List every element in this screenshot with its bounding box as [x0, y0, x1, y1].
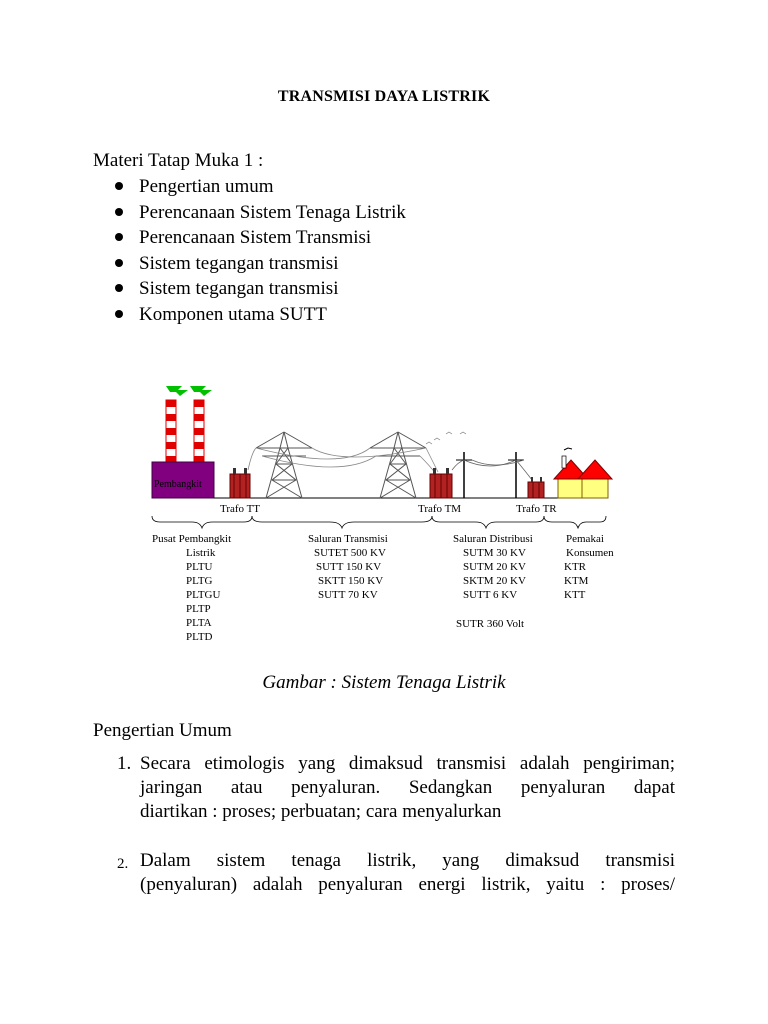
transformer-icon: [230, 468, 250, 498]
column-distribution-item: SUTM 30 KV: [463, 547, 526, 559]
column-plant-item: PLTG: [186, 575, 213, 587]
column-distribution-item: SUTT 6 KV: [463, 589, 518, 601]
paragraph-number: 2.: [117, 856, 129, 872]
smoke-icon: [166, 386, 212, 396]
house-icon: [554, 448, 612, 498]
trafo-tr-label: Trafo TR: [516, 503, 557, 515]
paragraph-line: jaringan atau penyaluran. Sedangkan penyaluran dapat: [140, 777, 675, 798]
document-title: TRANSMISI DAYA LISTRIK: [277, 88, 491, 105]
transformer-icon: [430, 468, 452, 498]
numbered-paragraph: [117, 752, 675, 824]
trafo-tm-label: Trafo TM: [418, 503, 462, 515]
list-item: Sistem tegangan transmisi: [115, 276, 406, 302]
bullet-icon: [115, 233, 123, 241]
column-consumer-item: KTT: [564, 589, 586, 601]
list-item: Komponen utama SUTT: [115, 302, 406, 328]
paragraph-number: 1.: [117, 753, 132, 774]
power-system-diagram: [130, 348, 650, 648]
column-distribution-title: Saluran Distribusi: [453, 533, 533, 545]
transformer-icon: [528, 477, 544, 498]
topic-list: [115, 174, 406, 328]
figure-caption: Gambar : Sistem Tenaga Listrik: [262, 672, 506, 693]
column-distribution-item: SUTR 360 Volt: [456, 618, 525, 630]
column-plant-item: PLTGU: [186, 589, 221, 601]
list-item: Sistem tegangan transmisi: [115, 251, 406, 277]
column-distribution-item: SKTM 20 KV: [463, 575, 526, 587]
column-plant-item: Listrik: [186, 547, 216, 559]
column-transmission-item: SUTT 70 KV: [318, 589, 378, 601]
bullet-icon: [115, 284, 123, 292]
paragraph-line: Secara etimologis yang dimaksud transmisi adalah pengiriman;: [140, 753, 675, 774]
column-transmission-item: SKTT 150 KV: [318, 575, 384, 587]
column-plant-item: PLTP: [186, 603, 211, 615]
column-consumer-item: KTR: [564, 561, 586, 573]
intro-heading: Materi Tatap Muka 1 :: [93, 150, 264, 171]
bullet-icon: [115, 259, 123, 267]
distribution-pole-icon: [456, 452, 524, 498]
column-transmission-item: SUTT 150 KV: [316, 561, 382, 573]
transmission-tower-icon: [370, 432, 426, 498]
column-plant-item: PLTD: [186, 631, 213, 643]
trafo-tt-label: Trafo TT: [220, 503, 261, 515]
list-item: Pengertian umum: [115, 174, 406, 200]
column-plant-title: Pusat Pembangkit: [152, 533, 232, 545]
section-heading: Pengertian Umum: [93, 720, 232, 741]
column-transmission-item: SUTET 500 KV: [314, 547, 386, 559]
paragraph-line: (penyaluran) adalah penyaluran energi listrik, yaitu : proses/: [140, 874, 675, 895]
column-plant-item: PLTA: [186, 617, 212, 629]
numbered-paragraph: [117, 849, 675, 897]
list-item: Perencanaan Sistem Tenaga Listrik: [115, 200, 406, 226]
chimney-icon: [166, 400, 204, 462]
paragraph-line: Dalam sistem tenaga listrik, yang dimaksud transmisi: [140, 850, 675, 871]
list-item: Perencanaan Sistem Transmisi: [115, 225, 406, 251]
plant-label: Pembangkit: [154, 479, 202, 490]
section-braces: [152, 516, 606, 528]
column-consumer-title: Pemakai: [566, 533, 604, 545]
bullet-icon: [115, 310, 123, 318]
column-consumer-item: KTM: [564, 575, 589, 587]
paragraph-line: diartikan : proses; perbuatan; cara menyalurkan: [140, 801, 502, 822]
bird-icon: [426, 432, 466, 444]
bullet-icon: [115, 182, 123, 190]
column-transmission-title: Saluran Transmisi: [308, 533, 388, 545]
column-distribution-item: SUTM 20 KV: [463, 561, 526, 573]
column-plant-item: PLTU: [186, 561, 213, 573]
bullet-icon: [115, 208, 123, 216]
column-consumer-item: Konsumen: [566, 547, 614, 559]
